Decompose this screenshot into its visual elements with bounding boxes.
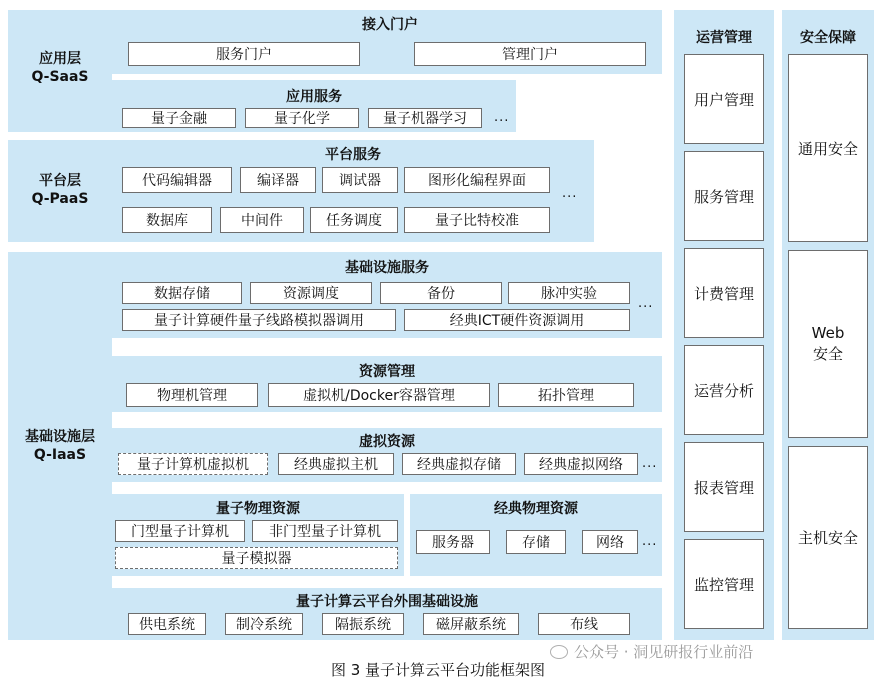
management-portal-box: 管理门户 bbox=[414, 42, 646, 66]
classical-virtual-network-box: 经典虚拟网络 bbox=[524, 453, 638, 475]
classical-physical-more: ... bbox=[642, 534, 658, 549]
platform-services-more: ... bbox=[562, 186, 578, 201]
classical-virtual-storage-box: 经典虚拟存储 bbox=[402, 453, 516, 475]
debugger-box: 调试器 bbox=[322, 167, 398, 193]
resource-scheduling-box: 资源调度 bbox=[250, 282, 372, 304]
gate-quantum-computer-box: 门型量子计算机 bbox=[115, 520, 245, 542]
access-portal-title: 接入门户 bbox=[362, 17, 418, 33]
physical-machine-mgmt-box: 物理机管理 bbox=[126, 383, 258, 407]
compiler-box: 编译器 bbox=[240, 167, 316, 193]
monitoring-mgmt-box: 监控管理 bbox=[684, 539, 764, 629]
quantum-chemistry-box: 量子化学 bbox=[245, 108, 359, 128]
app-services-more: ... bbox=[494, 110, 510, 125]
quantum-finance-box: 量子金融 bbox=[122, 108, 236, 128]
classical-physical-title: 经典物理资源 bbox=[494, 501, 578, 517]
pulse-experiment-box: 脉冲实验 bbox=[508, 282, 630, 304]
qubit-calibration-box: 量子比特校准 bbox=[404, 207, 550, 233]
topology-mgmt-box: 拓扑管理 bbox=[498, 383, 634, 407]
virtual-resources-title: 虚拟资源 bbox=[359, 434, 415, 450]
database-box: 数据库 bbox=[122, 207, 212, 233]
non-gate-quantum-computer-box: 非门型量子计算机 bbox=[252, 520, 398, 542]
magnetic-shielding-box: 磁屏蔽系统 bbox=[423, 613, 519, 635]
user-mgmt-box: 用户管理 bbox=[684, 54, 764, 144]
infra-services-more: ... bbox=[638, 296, 654, 311]
infra-services-title: 基础设施服务 bbox=[345, 260, 429, 276]
storage-box: 存储 bbox=[506, 530, 566, 554]
network-box: 网络 bbox=[582, 530, 638, 554]
platform-services-title: 平台服务 bbox=[325, 147, 381, 163]
infra-layer-label: 基础设施层 Q-IaaS bbox=[25, 429, 95, 463]
vibration-isolation-box: 隔振系统 bbox=[322, 613, 404, 635]
vm-docker-mgmt-box: 虚拟机/Docker容器管理 bbox=[268, 383, 490, 407]
security-title: 安全保障 bbox=[800, 30, 856, 46]
classical-virtual-host-box: 经典虚拟主机 bbox=[278, 453, 394, 475]
web-security-box: Web 安全 bbox=[788, 250, 868, 438]
operations-analysis-box: 运营分析 bbox=[684, 345, 764, 435]
figure-caption: 图 3 量子计算云平台功能框架图 bbox=[330, 661, 546, 679]
quantum-hardware-call-box: 量子计算硬件量子线路模拟器调用 bbox=[122, 309, 396, 331]
wiring-box: 布线 bbox=[538, 613, 630, 635]
report-mgmt-box: 报表管理 bbox=[684, 442, 764, 532]
general-security-box: 通用安全 bbox=[788, 54, 868, 242]
middleware-box: 中间件 bbox=[220, 207, 304, 233]
graphical-ide-box: 图形化编程界面 bbox=[404, 167, 550, 193]
quantum-ml-box: 量子机器学习 bbox=[368, 108, 482, 128]
watermark: 公众号 · 洞见研报行业前沿 bbox=[550, 641, 753, 662]
operations-title: 运营管理 bbox=[696, 30, 752, 46]
power-system-box: 供电系统 bbox=[128, 613, 206, 635]
task-scheduling-box: 任务调度 bbox=[310, 207, 398, 233]
backup-box: 备份 bbox=[380, 282, 502, 304]
quantum-vm-box: 量子计算机虚拟机 bbox=[118, 453, 268, 475]
app-services-title: 应用服务 bbox=[286, 89, 342, 105]
cooling-system-box: 制冷系统 bbox=[225, 613, 303, 635]
data-storage-box: 数据存储 bbox=[122, 282, 242, 304]
resource-mgmt-title: 资源管理 bbox=[359, 364, 415, 380]
peripheral-title: 量子计算云平台外围基础设施 bbox=[296, 594, 478, 610]
wechat-icon bbox=[550, 645, 568, 659]
service-portal-box: 服务门户 bbox=[128, 42, 360, 66]
quantum-simulator-box: 量子模拟器 bbox=[115, 547, 398, 569]
service-mgmt-box: 服务管理 bbox=[684, 151, 764, 241]
quantum-physical-title: 量子物理资源 bbox=[216, 501, 300, 517]
code-editor-box: 代码编辑器 bbox=[122, 167, 232, 193]
host-security-box: 主机安全 bbox=[788, 446, 868, 629]
server-box: 服务器 bbox=[416, 530, 490, 554]
virtual-resources-more: ... bbox=[642, 456, 658, 471]
billing-mgmt-box: 计费管理 bbox=[684, 248, 764, 338]
platform-layer-label: 平台层 Q-PaaS bbox=[31, 173, 89, 207]
classical-ict-call-box: 经典ICT硬件资源调用 bbox=[404, 309, 630, 331]
app-layer-label: 应用层 Q-SaaS bbox=[31, 51, 89, 85]
